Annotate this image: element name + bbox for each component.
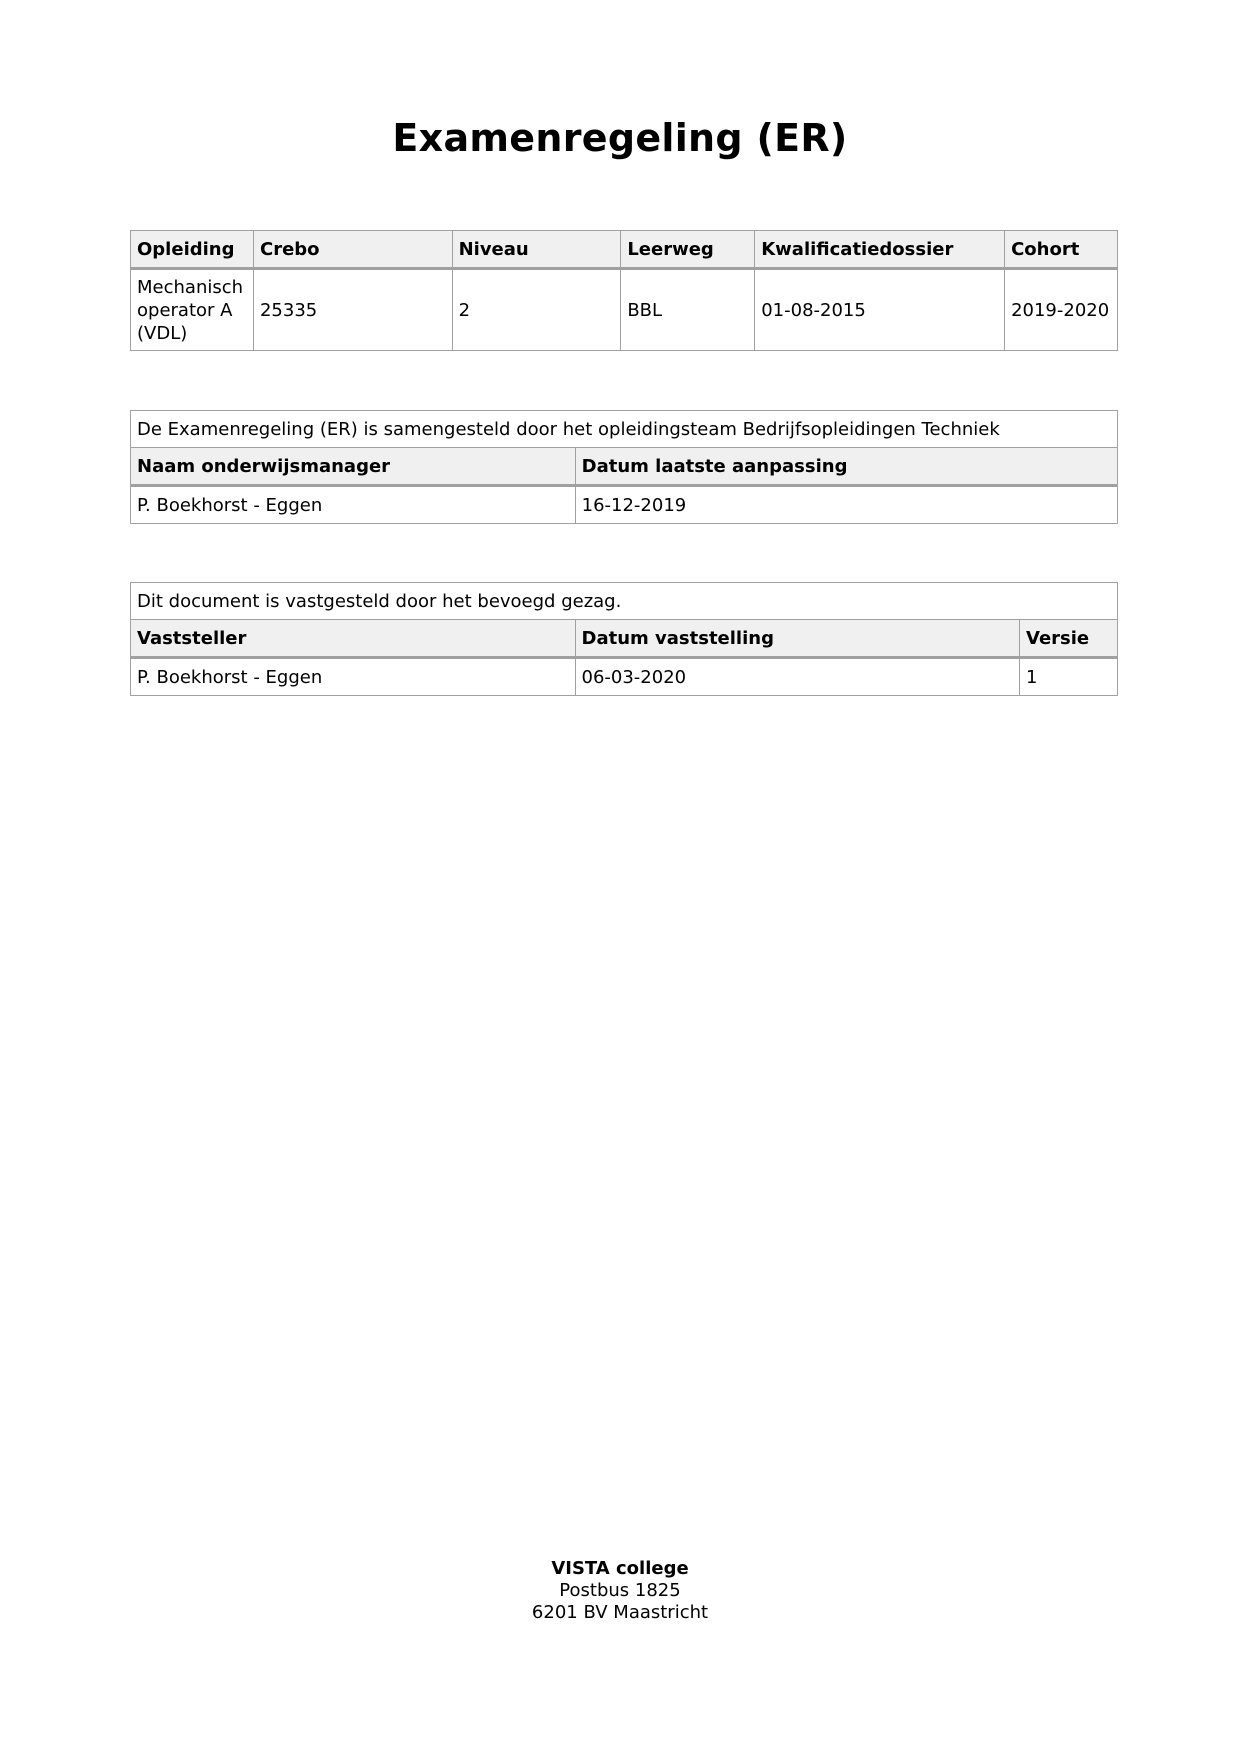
caption-row: [131, 583, 1118, 620]
cell-niveau: 2: [452, 269, 621, 351]
header-leerweg: Leerweg: [621, 231, 755, 269]
document-title: Examenregeling (ER): [392, 116, 848, 160]
cell-leerweg: BBL: [621, 269, 755, 351]
cell-cohort: 2019-2020: [1005, 269, 1118, 351]
composition-caption: De Examenregeling (ER) is samengesteld door het opleidingsteam Bedrijfsopleidingen Techniek: [131, 411, 1118, 448]
caption-row: [131, 411, 1118, 448]
cell-vaststeller: P. Boekhorst - Eggen: [131, 658, 576, 696]
header-kwalificatiedossier: Kwalificatiedossier: [755, 231, 1005, 269]
cell-versie: 1: [1020, 658, 1118, 696]
footer-po-box: Postbus 1825: [559, 1580, 681, 1601]
header-naam-onderwijsmanager: Naam onderwijsmanager: [131, 448, 576, 486]
cell-crebo: 25335: [253, 269, 452, 351]
approval-table: [130, 582, 1118, 696]
approval-caption: Dit document is vastgesteld door het bevoegd gezag.: [131, 583, 1118, 620]
composition-table: [130, 410, 1118, 524]
footer-city: 6201 BV Maastricht: [531, 1602, 709, 1623]
table-row: [131, 269, 1118, 351]
header-crebo: Crebo: [253, 231, 452, 269]
header-datum-laatste-aanpassing: Datum laatste aanpassing: [575, 448, 1117, 486]
cell-opleiding: Mechanisch operator A (VDL): [131, 269, 254, 351]
table-header-row: [131, 448, 1118, 486]
header-niveau: Niveau: [452, 231, 621, 269]
table-header-row: [131, 231, 1118, 269]
table-row: [131, 486, 1118, 524]
cell-onderwijsmanager: P. Boekhorst - Eggen: [131, 486, 576, 524]
header-vaststeller: Vaststeller: [131, 620, 576, 658]
header-datum-vaststelling: Datum vaststelling: [575, 620, 1020, 658]
footer-organization: VISTA college: [551, 1558, 689, 1579]
footer-address: [0, 1558, 1240, 1624]
header-opleiding: Opleiding: [131, 231, 254, 269]
cell-kwalificatiedossier: 01-08-2015: [755, 269, 1005, 351]
table-header-row: [131, 620, 1118, 658]
cell-datum-aanpassing: 16-12-2019: [575, 486, 1117, 524]
header-cohort: Cohort: [1005, 231, 1118, 269]
programme-table: [130, 230, 1118, 351]
header-versie: Versie: [1020, 620, 1118, 658]
cell-datum-vaststelling: 06-03-2020: [575, 658, 1020, 696]
table-row: [131, 658, 1118, 696]
